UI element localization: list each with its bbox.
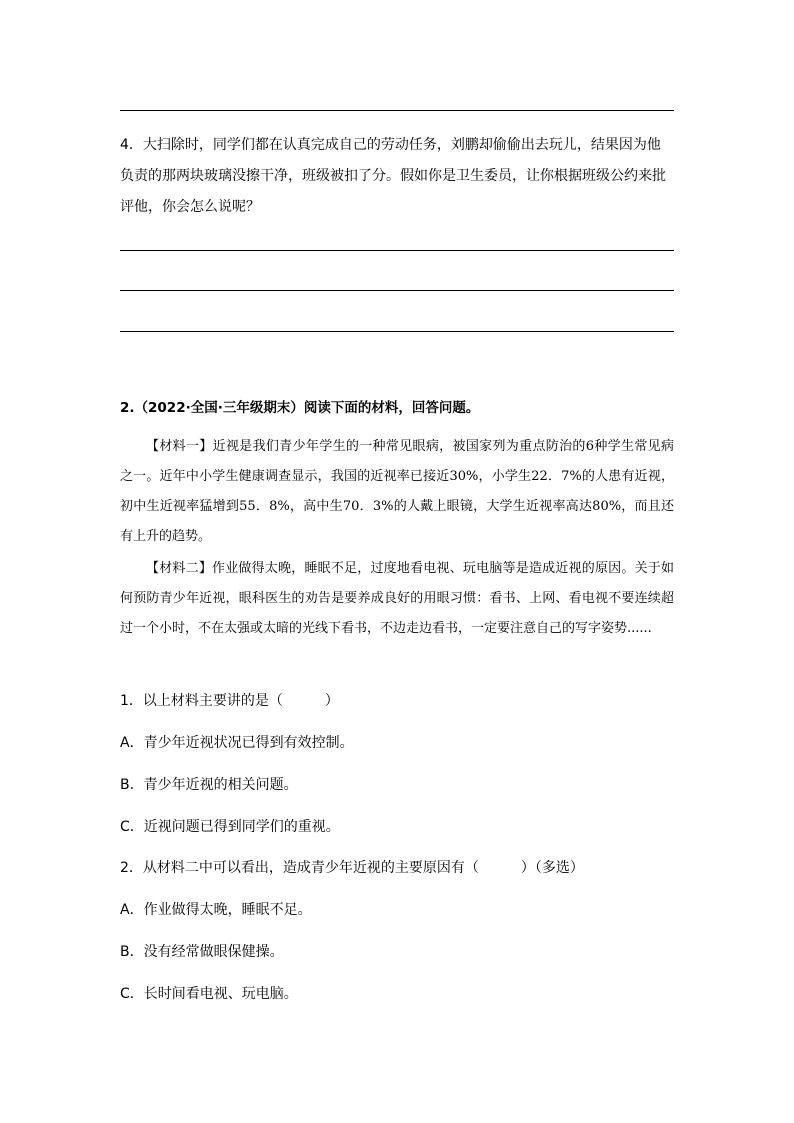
- answer-line: [120, 331, 674, 332]
- question-2-option-b: B．没有经常做眼保健操。: [120, 944, 284, 960]
- question-2-option-a: A．作业做得太晚，睡眠不足。: [120, 902, 312, 918]
- question-1-stem: 1．以上材料主要讲的是（ ）: [120, 693, 339, 709]
- question-1-option-b: B．青少年近视的相关问题。: [120, 777, 298, 793]
- answer-line: [120, 290, 674, 291]
- question-2-option-c: C．长时间看电视、玩电脑。: [120, 986, 298, 1002]
- answer-line: [120, 250, 674, 251]
- section-2-heading: 2.（2022·全国·三年级期末）阅读下面的材料，回答问题。: [120, 400, 480, 416]
- answer-line: [120, 110, 674, 111]
- material-one: 【材料一】近视是我们青少年学生的一种常见眼病，被国家列为重点防治的6种学生常见病之一。近年中小学生健康调查显示，我国的近视率已接近30%，小学生22．7%的人患有近视，初中生近视率猛增到55．8%，高中生70．3%的人戴上眼镜，大学生近视率高达80%，而且还有上升的趋势。: [120, 439, 674, 544]
- material-two: 【材料二】作业做得太晚，睡眠不足，过度地看电视、玩电脑等是造成近视的原因。关于如何预防青少年近视，眼科医生的劝告是要养成良好的用眼习惯：看书、上网、看电视不要连续超过一个小时，不在太强或太暗的光线下看书，不边走边看书，一定要注意自己的写字姿势......: [120, 561, 674, 636]
- question-1-option-a: A．青少年近视状况已得到有效控制。: [120, 735, 354, 751]
- question-1-option-c: C．近视问题已得到同学们的重视。: [120, 819, 340, 835]
- question-2-stem: 2．从材料二中可以看出，造成青少年近视的主要原因有（ ）（多选）: [120, 860, 584, 876]
- question-4-text: 4．大扫除时，同学们都在认真完成自己的劳动任务，刘鹏却偷偷出去玩儿，结果因为他负责的那两块玻璃没擦干净，班级被扣了分。假如你是卫生委员，让你根据班级公约来批评他，你会怎么说呢？: [120, 137, 666, 215]
